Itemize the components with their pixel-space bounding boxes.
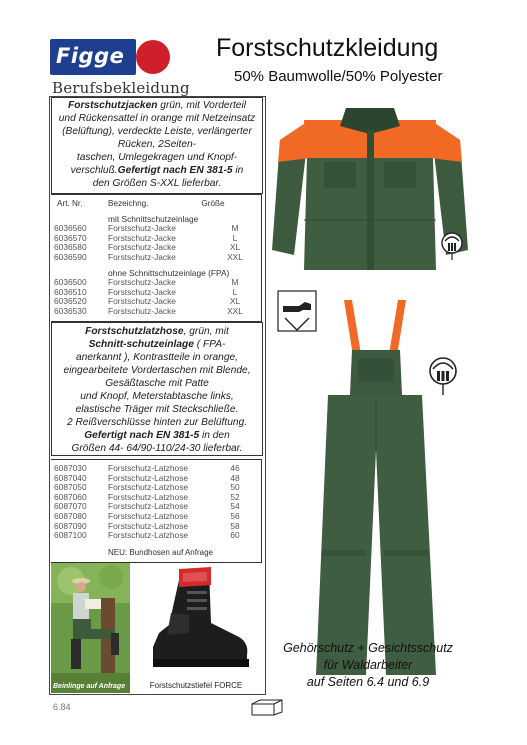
article-number: 6036560 (54, 223, 87, 234)
col-name: Bezeichng. (108, 199, 149, 208)
jacket-table (51, 194, 262, 322)
section-with-insert: mit Schnittschutzeinlage (108, 213, 199, 224)
product-size: XL (229, 242, 241, 253)
product-size: XXL (227, 251, 243, 262)
trousers-desc-line: in den (199, 430, 230, 441)
jacket-image (270, 100, 470, 275)
product-size: 58 (230, 520, 240, 531)
product-name: Forstschutz-Latzhose (108, 463, 189, 473)
trousers-description-box (51, 322, 263, 456)
table-row (51, 307, 261, 317)
article-number: 6087030 (54, 463, 87, 473)
logo-text: Figge (56, 44, 125, 68)
jacket-desc-line: verschluß. (70, 165, 118, 176)
product-name: Forstschutz-Jacke (108, 223, 176, 234)
product-size: XL (229, 296, 241, 307)
col-size: Größe (201, 199, 225, 208)
accessory-caption-line: auf Seiten 6.4 und 6.9 (306, 675, 430, 689)
jacket-standard: Gefertigt nach EN 381-5 (117, 165, 233, 176)
boot-caption: Forstschutzstiefel FORCE (149, 681, 243, 690)
jacket-desc-line: den Größen S-XXL lieferbar. (92, 178, 222, 189)
book-icon (250, 698, 284, 716)
product-size: 60 (230, 530, 240, 541)
jacket-desc-line: (Belüftung), verdeckte Leiste, verlängerter (62, 126, 252, 137)
article-number: 6036510 (54, 286, 87, 297)
product-size: 50 (230, 482, 240, 493)
page-title: Forstschutzkleidung (216, 34, 439, 62)
product-name: Forstschutz-Latzhose (108, 520, 189, 531)
trousers-note (51, 548, 261, 558)
boot-illustration (131, 563, 261, 678)
product-size: 54 (230, 501, 240, 512)
product-name: Forstschutz-Jacke (108, 242, 176, 253)
trousers-description (52, 323, 262, 455)
product-size: 56 (230, 510, 240, 521)
trousers-desc-line: elastische Träger mit Steckschließe. (75, 404, 239, 415)
accessory-caption-line: Gehörschutz + Gesichtsschutz (283, 641, 453, 655)
product-size: L (232, 286, 238, 297)
trousers-desc-line: 2 Reißverschlüsse hinten zur Belüftung. (66, 417, 248, 428)
jacket-description-box (51, 97, 263, 194)
trousers-desc-line: ( FPA- (193, 339, 226, 350)
jacket-name: Forstschutzjacken (68, 100, 158, 111)
product-size: M (231, 277, 239, 288)
jacket-desc-line: in (232, 165, 244, 176)
product-name: Forstschutz-Latzhose (108, 472, 189, 483)
product-name: Forstschutz-Jacke (108, 277, 176, 288)
trousers-name: Forstschutzlatzhose (85, 326, 184, 337)
jacket-desc-line: taschen, Umlegekragen und Knopf- (76, 152, 238, 163)
trousers-image (310, 300, 440, 680)
worker-photo-caption: Beinlinge auf Anfrage (53, 683, 126, 690)
article-number: 6087090 (54, 520, 87, 531)
article-number: 6087040 (54, 472, 87, 483)
product-size: 46 (230, 463, 240, 473)
worker-photo (51, 563, 130, 693)
trousers-table (51, 459, 262, 563)
trousers-standard: Gefertigt nach EN 381-5 (84, 430, 200, 441)
article-number: 6036570 (54, 232, 87, 243)
article-number: 6087080 (54, 510, 87, 521)
accessory-caption-line: für Waldarbeiter (323, 658, 413, 672)
hearing-protection-icon-2 (428, 355, 458, 397)
accessory-caption (268, 640, 468, 691)
product-name: Forstschutz-Jacke (108, 251, 176, 262)
jacket-desc-line: und Rückensattel in orange mit Netzeinsatz (58, 113, 256, 124)
article-number: 6036530 (54, 305, 87, 316)
boot-photo (131, 563, 261, 693)
product-name: Forstschutz-Jacke (108, 296, 176, 307)
trousers-insert: Schnitt-schutzeinlage (88, 339, 194, 350)
jacket-desc-line: grün, mit Vorderteil (157, 100, 246, 111)
brand-subtitle: Berufsbekleidung (52, 79, 190, 97)
product-size: M (231, 223, 239, 234)
page-subtitle: 50% Baumwolle/50% Polyester (234, 68, 443, 85)
article-number: 6036590 (54, 251, 87, 262)
page-number: 6.84 (53, 702, 71, 712)
product-size: 52 (230, 491, 240, 502)
jacket-description (52, 98, 262, 190)
product-name: Forstschutz-Jacke (108, 286, 176, 297)
section-without-insert: ohne Schnittschutzeinlage (FPA) (108, 267, 230, 278)
product-name: Forstschutz-Latzhose (108, 501, 189, 512)
product-name: Forstschutz-Latzhose (108, 482, 189, 493)
table-header (51, 199, 261, 209)
trousers-desc-line: und Knopf, Meterstabtasche links, (80, 391, 234, 402)
jacket-desc-line: Rücken, 2Seiten- (117, 139, 197, 150)
logo-red-circle (136, 40, 170, 74)
product-size: XXL (227, 305, 243, 316)
trousers-desc-line: anerkannt ), Kontrastteile in orange, (76, 352, 238, 363)
article-number: 6087060 (54, 491, 87, 502)
figge-logo (50, 39, 166, 77)
product-name: Forstschutz-Latzhose (108, 491, 189, 502)
trousers-desc-line: Gesäßtasche mit Patte (105, 378, 209, 389)
hearing-protection-icon (441, 231, 463, 261)
trousers-illustration (310, 300, 440, 680)
product-name: Forstschutz-Latzhose (108, 530, 189, 541)
trousers-desc-line: Größen 44- 64/90-110/24-30 lieferbar. (71, 443, 243, 454)
product-size: 48 (230, 472, 240, 483)
product-name: Forstschutz-Jacke (108, 305, 176, 316)
product-name: Forstschutz-Latzhose (108, 510, 189, 521)
article-number: 6087070 (54, 501, 87, 512)
article-number: 6036500 (54, 277, 87, 288)
trousers-desc-line: eingearbeitete Vordertaschen mit Blende, (63, 365, 251, 376)
trousers-note-text: NEU: Bundhosen auf Anfrage (108, 547, 213, 557)
worker-photo-illustration (51, 563, 130, 693)
table-row (51, 531, 261, 541)
jacket-illustration (270, 100, 470, 275)
article-number: 6036580 (54, 242, 87, 253)
trousers-desc-line: , grün, mit (183, 326, 229, 337)
table-row (51, 253, 261, 263)
article-number: 6087100 (54, 530, 87, 541)
article-number: 6036520 (54, 296, 87, 307)
product-name: Forstschutz-Jacke (108, 232, 176, 243)
product-size: L (232, 232, 238, 243)
col-art: Art. Nr. (57, 199, 83, 208)
article-number: 6087050 (54, 482, 87, 493)
